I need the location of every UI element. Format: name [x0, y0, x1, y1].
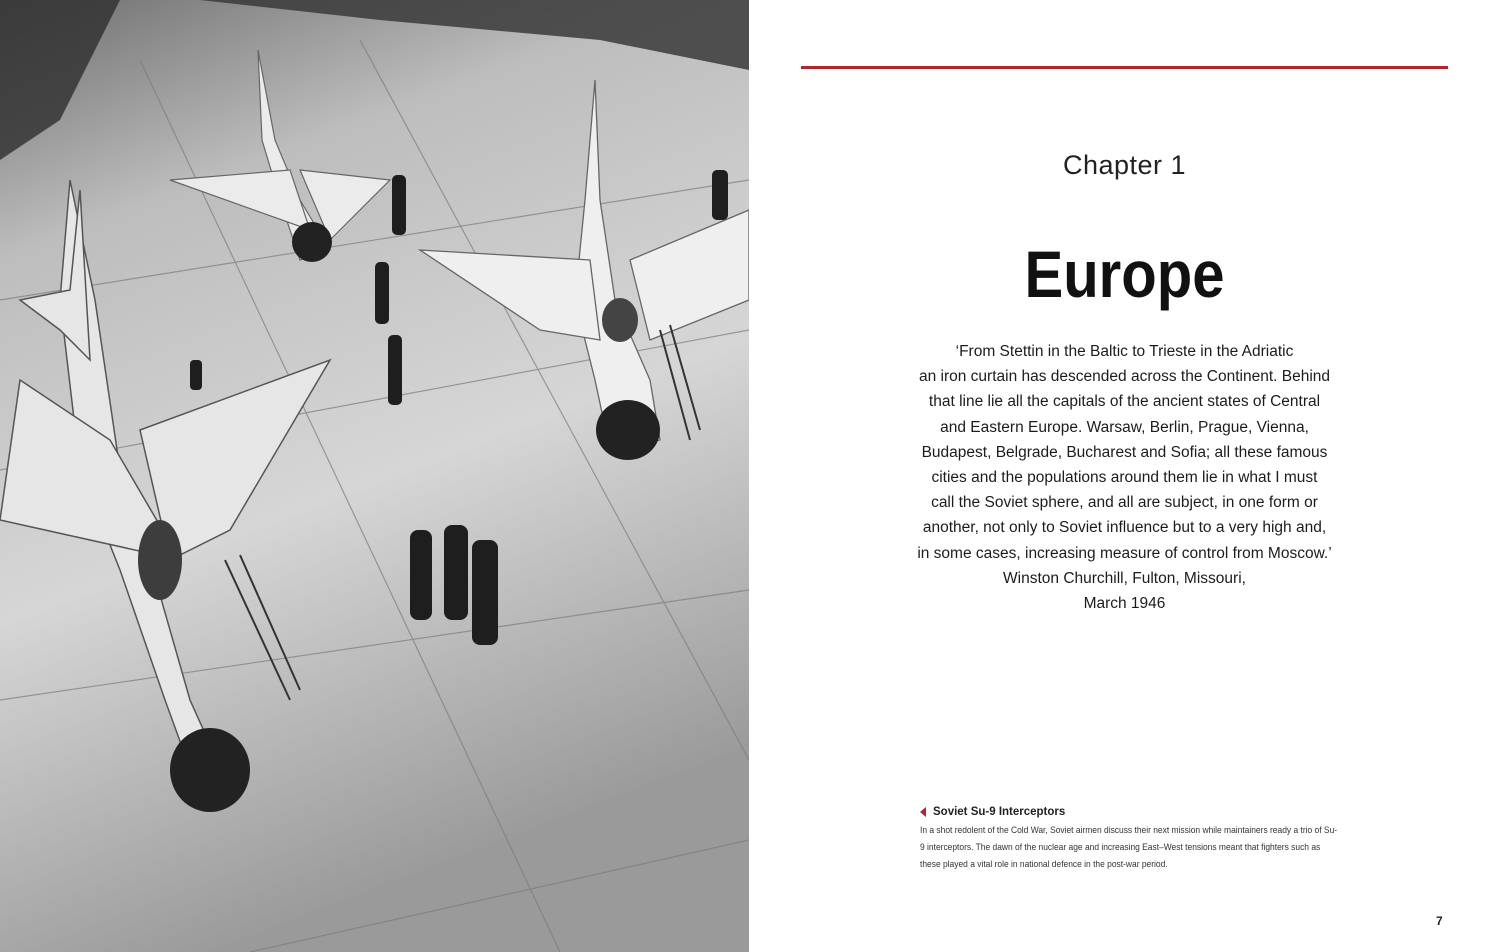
quote-line: and Eastern Europe. Warsaw, Berlin, Prague, Vienna, [940, 418, 1309, 436]
quote-line: another, not only to Soviet influence but to a very high and, [922, 519, 1327, 537]
quote-date: March 1946 [1083, 595, 1166, 613]
aircraft-photo [0, 0, 749, 952]
chapter-label: Chapter 1 [1062, 150, 1187, 180]
quote-line: Budapest, Belgrade, Bucharest and Sofia; all these famous [921, 443, 1328, 461]
quote-line: ‘From Stettin in the Baltic to Trieste in the Adriatic [955, 343, 1294, 360]
caption-title: Soviet Su-9 Interceptors [933, 806, 1066, 818]
caption-arrow-icon [920, 807, 926, 817]
quote-line: in some cases, increasing measure of control from Moscow.’ [917, 544, 1332, 562]
quote-line: that line lie all the capitals of the ancient states of Central [928, 393, 1321, 411]
caption-heading [920, 806, 1340, 818]
aircraft-photo-icon [0, 0, 749, 952]
churchill-quote [880, 339, 1369, 616]
photo-caption [920, 806, 1340, 872]
quote-line: call the Soviet sphere, and all are subject, in one form or [931, 494, 1318, 512]
page-number: 7 [1436, 914, 1443, 928]
quote-line: cities and the populations around them lie in what I must [931, 469, 1318, 487]
quote-line: an iron curtain has descended across the Continent. Behind [918, 368, 1330, 386]
quote-attribution: Winston Churchill, Fulton, Missouri, [1003, 569, 1246, 587]
chapter-rule [801, 66, 1448, 69]
chapter-title: Europe [1024, 237, 1225, 311]
caption-text: In a shot redolent of the Cold War, Soviet airmen discuss their next mission while maintainers ready a trio of Su-9 interceptors. The dawn of the nuclear age and increasing East–West tensions meant that fighters such as these played a vital role in national defence in the post-war period. [920, 824, 1338, 869]
